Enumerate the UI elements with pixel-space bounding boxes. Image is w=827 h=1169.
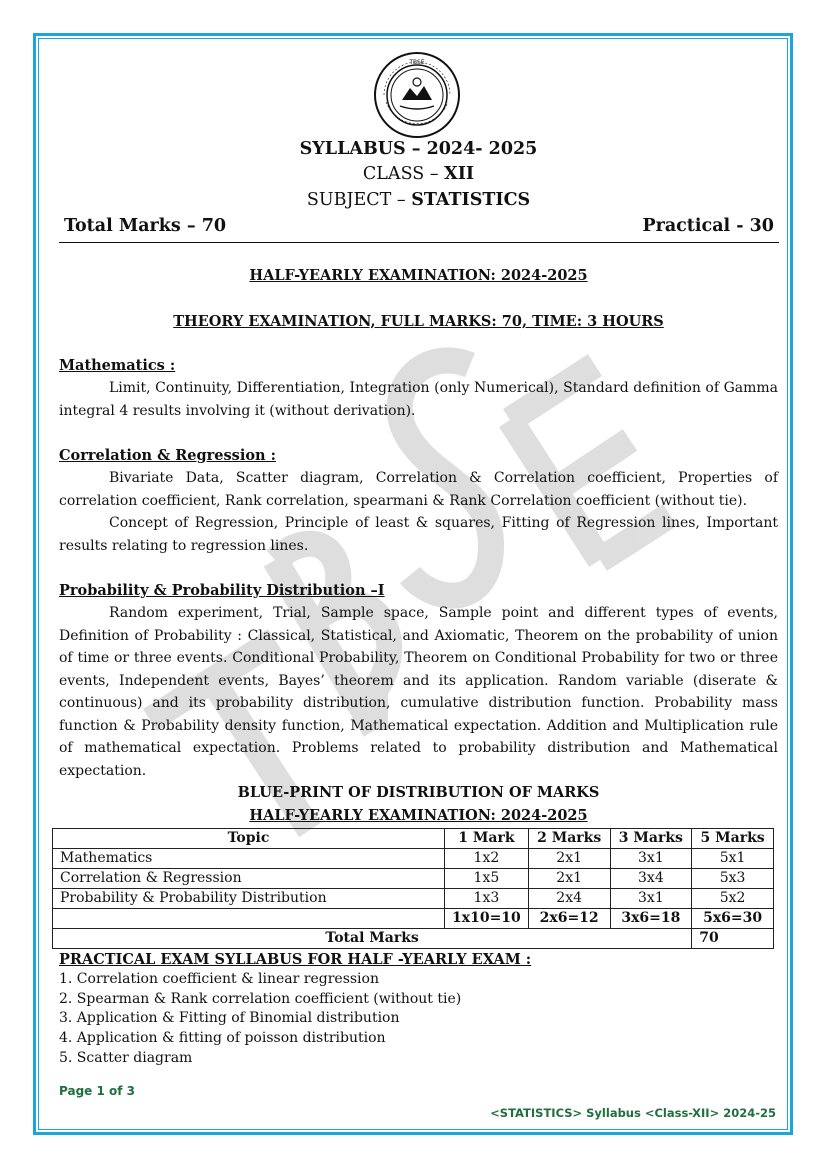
section-paragraph: Concept of Regression, Principle of least & squares, Fitting of Regression lines, Important results relating to regression lines. [59, 515, 778, 554]
column-header: Topic [53, 829, 445, 849]
exam-heading: HALF-YEARLY EXAMINATION: 2024-2025 [249, 267, 588, 284]
class-label: CLASS – [362, 164, 445, 184]
table-cell: 3x6=18 [610, 909, 692, 929]
blueprint-title: BLUE-PRINT OF DISTRIBUTION OF MARKS [237, 784, 600, 801]
column-header: 1 Mark [445, 829, 529, 849]
subject-label: SUBJECT – [306, 190, 412, 210]
list-item: 4. Application & fitting of poisson distribution [59, 1030, 386, 1047]
section-paragraph: Bivariate Data, Scatter diagram, Correlation & Correlation coefficient, Properties of correlation coefficient, Rank correlation, spearmani & Rank Correlation coefficient (without tie). [59, 470, 778, 509]
section-title-mathematics: Mathematics : [59, 357, 176, 374]
column-header: 5 Marks [692, 829, 774, 849]
syllabus-title: SYLLABUS – 2024- 2025 [299, 139, 538, 159]
column-header: 2 Marks [528, 829, 610, 849]
list-item: 3. Application & Fitting of Binomial distribution [59, 1010, 400, 1027]
table-grand-total-row [53, 929, 774, 949]
table-cell: 1x3 [445, 889, 529, 909]
table-cell: 5x6=30 [692, 909, 774, 929]
table-cell [53, 909, 445, 929]
list-item: 1. Correlation coefficient & linear regression [59, 971, 379, 987]
subject-title [59, 190, 778, 210]
total-marks-value: 70 [692, 929, 774, 949]
subject-value: STATISTICS [411, 190, 531, 210]
total-marks-label: Total Marks [53, 929, 692, 949]
blueprint-table [52, 828, 774, 949]
table-cell: 2x1 [528, 849, 610, 869]
table-cell: Probability & Probability Distribution [53, 889, 445, 909]
table-cell: 1x2 [445, 849, 529, 869]
table-cell: 5x3 [692, 869, 774, 889]
blueprint-subtitle: HALF-YEARLY EXAMINATION: 2024-2025 [249, 807, 588, 824]
table-cell: 5x2 [692, 889, 774, 909]
list-item: 2. Spearman & Rank correlation coefficient (without tie) [59, 990, 462, 1007]
table-cell: 5x1 [692, 849, 774, 869]
theory-heading: THEORY EXAMINATION, FULL MARKS: 70, TIME: 3 HOURS [173, 313, 664, 330]
table-row [53, 889, 774, 909]
section-title-probability: Probability & Probability Distribution –I [59, 582, 385, 599]
tbse-logo-seal [372, 50, 462, 140]
table-cell: 2x4 [528, 889, 610, 909]
list-item: 5. Scatter diagram [59, 1049, 193, 1066]
section-paragraph: Random experiment, Trial, Sample space, Sample point and different types of events, Definition of Probability : Classical, Statistical, and Axiomatic, Theorem on the probability of union of time or three events. Conditional Probability, Theorem on Conditional Probability for two or three events, Independent events, Bayes’ theorem and its application. Random variable (diserate & continuous) and its probability distribution, cumulative distribution function. Probability mass function & Probability density function, Mathematical expectation. Addition and Multiplication rule of mathematical expectation. Problems related to probability distribution and Mathematical expectation. [59, 605, 778, 779]
table-cell: 3x1 [610, 849, 692, 869]
table-cell: 1x10=10 [445, 909, 529, 929]
class-value: XII [444, 164, 475, 184]
table-cell: 2x6=12 [528, 909, 610, 929]
page-number: Page 1 of 3 [59, 1084, 135, 1098]
section-paragraph: Limit, Continuity, Differentiation, Integration (only Numerical), Standard definition of Gamma integral 4 results involving it (without derivation). [59, 380, 778, 419]
total-marks: Total Marks – 70 [64, 216, 227, 236]
table-header-row [53, 829, 774, 849]
practical-list [59, 970, 461, 1069]
footer-doc-title: <STATISTICS> Syllabus <Class-XII> 2024-25 [490, 1106, 776, 1120]
table-row [53, 869, 774, 889]
table-totals-row [53, 909, 774, 929]
table-cell: 1x5 [445, 869, 529, 889]
table-cell: Correlation & Regression [53, 869, 445, 889]
table-cell: 3x1 [610, 889, 692, 909]
section-title-correlation: Correlation & Regression : [59, 447, 276, 464]
table-cell: 2x1 [528, 869, 610, 889]
class-title [59, 164, 778, 184]
practical-heading: PRACTICAL EXAM SYLLABUS FOR HALF -YEARLY EXAM : [59, 951, 532, 968]
marks-row [64, 216, 774, 236]
svg-text:TBSE: TBSE [409, 59, 425, 66]
table-row [53, 849, 774, 869]
practical-marks: Practical - 30 [642, 216, 774, 236]
column-header: 3 Marks [610, 829, 692, 849]
table-cell: 3x4 [610, 869, 692, 889]
header-divider [59, 242, 779, 243]
table-cell: Mathematics [53, 849, 445, 869]
